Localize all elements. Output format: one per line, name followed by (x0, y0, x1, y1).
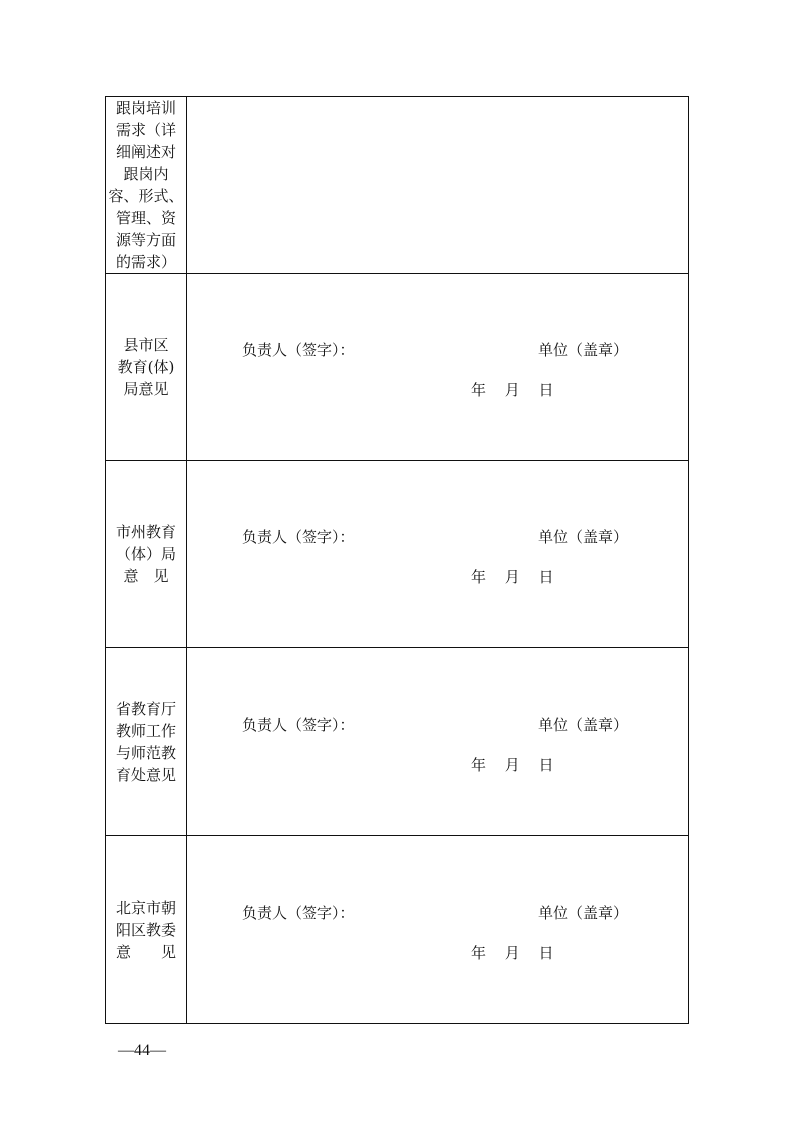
label-line: 北京市朝 (115, 898, 176, 917)
label-line: （体）局 (115, 545, 176, 563)
label-line: 的需求） (115, 253, 176, 271)
row-label-province-opinion (106, 648, 187, 836)
form-row-training-needs (106, 97, 689, 274)
label-line: 市州教育 (115, 523, 176, 541)
seal-label: 单位（盖章） (538, 903, 629, 922)
label-line: 源等方面 (115, 231, 176, 249)
label-line: 阳区教委 (115, 920, 176, 939)
label-line: 细阐述对 (115, 143, 176, 161)
label-line: 与师范教 (115, 743, 176, 762)
training-needs-content[interactable] (187, 97, 689, 274)
label-line: 教师工作 (115, 721, 176, 740)
label-line: 县市区 (123, 336, 169, 354)
city-opinion-content[interactable] (187, 461, 689, 648)
date-label: 年 月 日 (471, 568, 554, 586)
approval-form-table (105, 96, 689, 1024)
chaoyang-opinion-content[interactable] (187, 836, 689, 1024)
seal-label: 单位（盖章） (538, 528, 629, 546)
label-line: 容、形式、 (108, 187, 184, 205)
label-line: 意 见 (123, 567, 169, 585)
signer-label: 负责人（签字）： (242, 903, 355, 922)
date-label: 年 月 日 (471, 755, 554, 774)
date-label: 年 月 日 (471, 381, 554, 399)
label-line: 意 见 (115, 942, 176, 961)
label-line: 管理、资 (115, 209, 176, 227)
label-line: 省教育厅 (115, 699, 176, 718)
row-label-chaoyang-opinion (106, 836, 187, 1024)
date-label: 年 月 日 (471, 943, 554, 962)
signer-label: 负责人（签字）： (242, 528, 355, 546)
form-row-county-opinion (106, 274, 689, 461)
county-opinion-content[interactable] (187, 274, 689, 461)
form-row-city-opinion (106, 461, 689, 648)
label-line: 局意见 (123, 380, 169, 398)
province-opinion-content[interactable] (187, 648, 689, 836)
label-line: 育处意见 (115, 765, 176, 784)
signer-label: 负责人（签字）： (242, 715, 355, 734)
label-line: 教育(体) (117, 358, 175, 376)
row-label-training-needs (106, 97, 187, 274)
label-line: 需求（详 (115, 121, 176, 139)
seal-label: 单位（盖章） (538, 715, 629, 734)
label-line: 跟岗内 (123, 165, 169, 183)
seal-label: 单位（盖章） (538, 341, 629, 359)
label-line: 跟岗培训 (115, 99, 176, 117)
page-number: —44— (118, 1042, 166, 1059)
row-label-city-opinion (106, 461, 187, 648)
signer-label: 负责人（签字）： (242, 341, 355, 359)
form-row-province-opinion (106, 648, 689, 836)
row-label-county-opinion (106, 274, 187, 461)
form-row-chaoyang-opinion (106, 836, 689, 1024)
